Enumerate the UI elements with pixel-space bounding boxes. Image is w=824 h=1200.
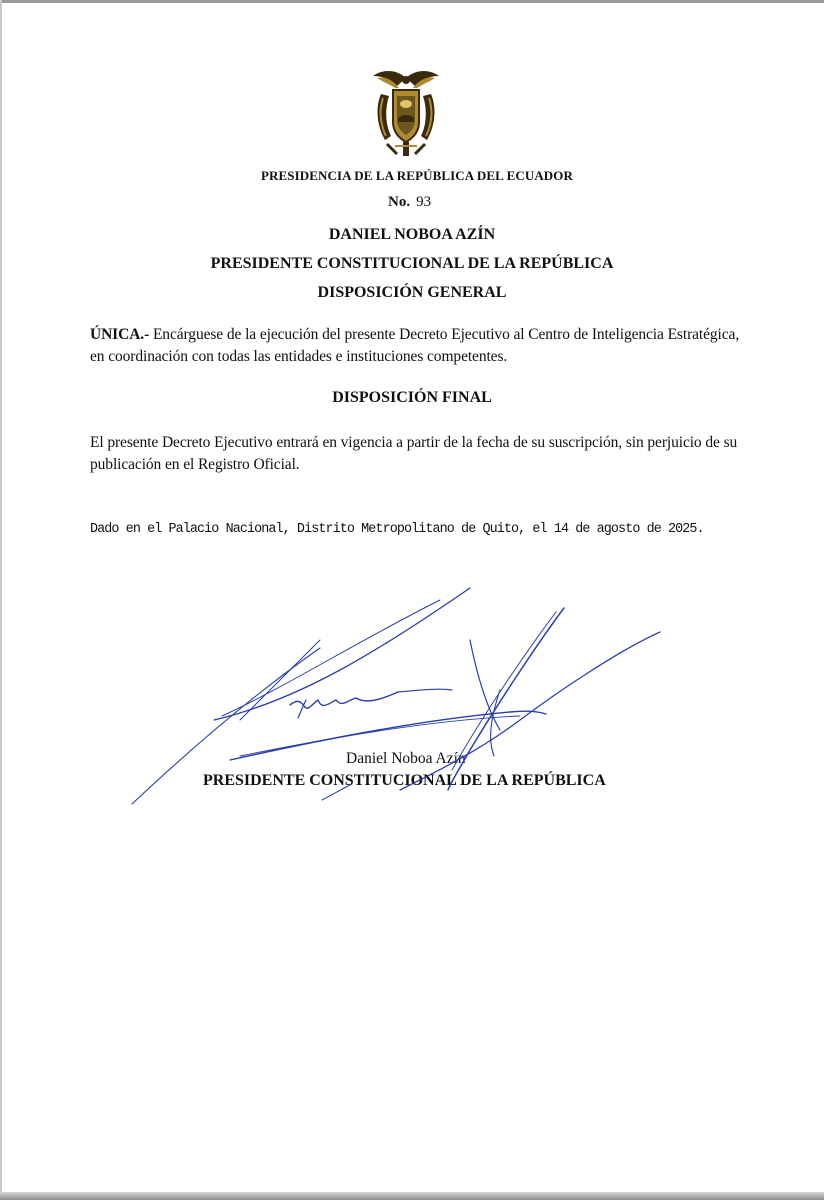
dado-en-line: Dado en el Palacio Nacional, Distrito Metropolitano de Quito, el 14 de agosto de 2025. (90, 522, 704, 537)
decree-number-label: No. (388, 194, 411, 210)
general-disposition-heading: DISPOSICIÓN GENERAL (317, 284, 507, 301)
signatory-title: PRESIDENTE CONSTITUCIONAL DE LA REPÚBLICA (203, 772, 606, 789)
unica-paragraph (90, 324, 750, 368)
final-disposition-heading: DISPOSICIÓN FINAL (332, 389, 492, 406)
final-disposition-paragraph: El presente Decreto Ejecutivo entrará en vigencia a partir de la fecha de su suscripción, sin perjuicio de su publicación en el Registro Oficial. (90, 434, 738, 473)
decree-number (388, 194, 431, 211)
president-name: DANIEL NOBOA AZÍN (328, 226, 496, 243)
page-bottom-edge (0, 1192, 824, 1200)
unica-text: Encárguese de la ejecución del presente Decreto Ejecutivo al Centro de Inteligencia Estratégica, en coordinación con todas las entidades e instituciones competentes. (90, 326, 740, 365)
institution-name: PRESIDENCIA DE LA REPÚBLICA DEL ECUADOR (261, 168, 573, 183)
president-title: PRESIDENTE CONSTITUCIONAL DE LA REPÚBLICA (210, 255, 614, 272)
coat-of-arms-emblem (365, 64, 447, 160)
page-top-edge (0, 0, 824, 3)
unica-lead: ÚNICA.- (90, 326, 150, 343)
signatory-name: Daniel Noboa Azín (346, 750, 466, 767)
decree-number-value: 93 (416, 194, 432, 210)
